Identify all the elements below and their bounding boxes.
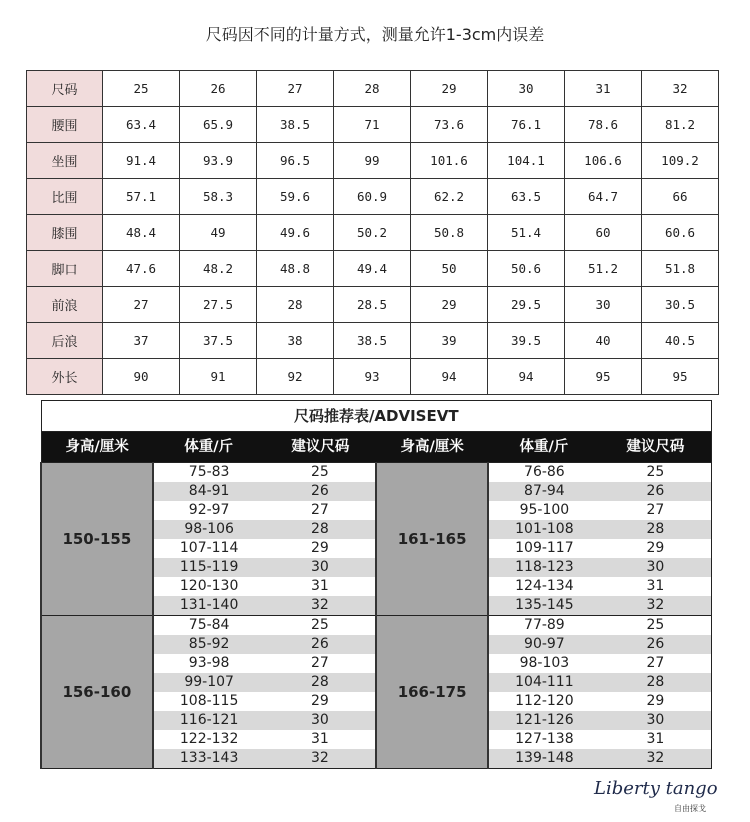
- weight-range-cell: 120-130: [179, 578, 239, 594]
- weight-range-cell: 98-106: [153, 520, 265, 539]
- recommended-size-cell: 31: [310, 731, 329, 747]
- watermark-sub: 自由探戈: [674, 804, 706, 813]
- height-range-cell: 161-165: [376, 463, 488, 616]
- brand-watermark: [590, 776, 750, 822]
- recommended-size-cell: 28: [265, 520, 377, 539]
- table-cell: 28: [257, 287, 334, 323]
- recommended-size-cell: 26: [600, 482, 712, 501]
- weight-range-cell: 131-140: [153, 596, 265, 616]
- weight-range-cell: 101-108: [488, 520, 600, 539]
- table-cell: 62.2: [411, 179, 488, 215]
- table-cell: 28: [334, 71, 411, 107]
- table-row: [27, 287, 719, 323]
- row-label: 后浪: [27, 323, 103, 359]
- weight-range-cell: 112-120: [515, 693, 574, 709]
- table-row: [41, 463, 712, 483]
- weight-range-cell: 77-89: [488, 616, 600, 636]
- table-cell: 51.8: [642, 251, 719, 287]
- recommended-size-cell: 29: [310, 540, 329, 556]
- row-label: 膝围: [27, 215, 103, 251]
- header-weight: 体重/斤: [153, 432, 265, 463]
- table-cell: 95: [565, 359, 642, 395]
- header-weight: 体重/斤: [488, 432, 600, 463]
- table-cell: 27.5: [180, 287, 257, 323]
- weight-range-cell: 115-119: [153, 558, 265, 577]
- row-label: 比围: [27, 179, 103, 215]
- table-cell: 38.5: [257, 107, 334, 143]
- table-cell: 37.5: [180, 323, 257, 359]
- table-cell: 47.6: [103, 251, 180, 287]
- recommended-size-cell: 32: [600, 596, 712, 616]
- table-cell: 39: [411, 323, 488, 359]
- table-cell: 40.5: [642, 323, 719, 359]
- table-cell: 40: [565, 323, 642, 359]
- table-cell: 59.6: [257, 179, 334, 215]
- header-size: 建议尺码: [600, 432, 712, 463]
- table-cell: 94: [488, 359, 565, 395]
- recommended-size-cell: 31: [310, 578, 329, 594]
- weight-range-cell: 118-123: [488, 558, 600, 577]
- weight-range-cell: 104-111: [488, 673, 600, 692]
- recommended-size-cell: 32: [265, 749, 377, 769]
- table-cell: 49.4: [334, 251, 411, 287]
- recommended-size-cell: 32: [265, 596, 377, 616]
- height-range-cell: 156-160: [41, 616, 153, 769]
- recommended-size-cell: 32: [600, 749, 712, 769]
- weight-range-cell: 133-143: [153, 749, 265, 769]
- table-row: [41, 616, 712, 636]
- table-row: [27, 107, 719, 143]
- table-cell: 109.2: [642, 143, 719, 179]
- row-label: 尺码: [27, 71, 103, 107]
- recommended-size-cell: 27: [646, 655, 665, 671]
- recommended-size-cell: 25: [265, 616, 377, 636]
- recommended-size-cell: 25: [265, 463, 377, 483]
- table-cell: 63.5: [488, 179, 565, 215]
- header-height: 身高/厘米: [41, 432, 153, 463]
- recommended-size-cell: 25: [600, 616, 712, 636]
- table-cell: 51.2: [565, 251, 642, 287]
- recommended-size-cell: 26: [265, 635, 377, 654]
- table-cell: 95: [642, 359, 719, 395]
- table-cell: 92: [257, 359, 334, 395]
- table-row: [27, 143, 719, 179]
- weight-range-cell: 124-134: [515, 578, 574, 594]
- table-cell: 58.3: [180, 179, 257, 215]
- weight-range-cell: 109-117: [515, 540, 574, 556]
- height-range-cell: 166-175: [376, 616, 488, 769]
- table-cell: 60: [565, 215, 642, 251]
- size-advice-table: [40, 400, 712, 769]
- table-cell: 29.5: [488, 287, 565, 323]
- advice-header-row: [41, 432, 712, 463]
- table-cell: 30: [488, 71, 565, 107]
- table-row: [27, 323, 719, 359]
- weight-range-cell: 93-98: [188, 655, 230, 671]
- table-cell: 48.2: [180, 251, 257, 287]
- table-cell: 60.6: [642, 215, 719, 251]
- table-cell: 64.7: [565, 179, 642, 215]
- table-cell: 73.6: [411, 107, 488, 143]
- recommended-size-cell: 29: [646, 540, 665, 556]
- recommended-size-cell: 31: [646, 731, 665, 747]
- table-cell: 37: [103, 323, 180, 359]
- weight-range-cell: 87-94: [488, 482, 600, 501]
- weight-range-cell: 135-145: [488, 596, 600, 616]
- table-cell: 38.5: [334, 323, 411, 359]
- weight-range-cell: 122-132: [179, 731, 239, 747]
- row-label: 坐围: [27, 143, 103, 179]
- table-cell: 28.5: [334, 287, 411, 323]
- table-cell: 60.9: [334, 179, 411, 215]
- table-cell: 106.6: [565, 143, 642, 179]
- table-cell: 66: [642, 179, 719, 215]
- weight-range-cell: 116-121: [153, 711, 265, 730]
- table-row: [27, 359, 719, 395]
- weight-range-cell: 95-100: [519, 502, 570, 518]
- table-cell: 93.9: [180, 143, 257, 179]
- weight-range-cell: 85-92: [153, 635, 265, 654]
- weight-range-cell: 84-91: [153, 482, 265, 501]
- recommended-size-cell: 28: [600, 520, 712, 539]
- recommended-size-cell: 27: [310, 502, 329, 518]
- table-cell: 30: [565, 287, 642, 323]
- table-cell: 78.6: [565, 107, 642, 143]
- table-cell: 94: [411, 359, 488, 395]
- recommended-size-cell: 29: [310, 693, 329, 709]
- recommended-size-cell: 31: [646, 578, 665, 594]
- table-row: [27, 71, 719, 107]
- table-cell: 38: [257, 323, 334, 359]
- recommended-size-cell: 27: [310, 655, 329, 671]
- table-row: [27, 251, 719, 287]
- table-cell: 26: [180, 71, 257, 107]
- watermark-brand: Liberty tango: [594, 778, 718, 799]
- table-cell: 31: [565, 71, 642, 107]
- weight-range-cell: 99-107: [153, 673, 265, 692]
- table-cell: 39.5: [488, 323, 565, 359]
- table-cell: 104.1: [488, 143, 565, 179]
- weight-range-cell: 92-97: [188, 502, 230, 518]
- table-cell: 49.6: [257, 215, 334, 251]
- row-label: 外长: [27, 359, 103, 395]
- row-label: 前浪: [27, 287, 103, 323]
- table-cell: 93: [334, 359, 411, 395]
- row-label: 腰围: [27, 107, 103, 143]
- recommended-size-cell: 27: [646, 502, 665, 518]
- height-range-cell: 150-155: [41, 463, 153, 616]
- row-label: 脚口: [27, 251, 103, 287]
- weight-range-cell: 107-114: [179, 540, 239, 556]
- table-cell: 96.5: [257, 143, 334, 179]
- weight-range-cell: 121-126: [488, 711, 600, 730]
- table-cell: 29: [411, 287, 488, 323]
- table-cell: 25: [103, 71, 180, 107]
- table-cell: 27: [103, 287, 180, 323]
- recommended-size-cell: 29: [646, 693, 665, 709]
- table-cell: 27: [257, 71, 334, 107]
- table-cell: 91.4: [103, 143, 180, 179]
- table-row: [27, 215, 719, 251]
- table-cell: 51.4: [488, 215, 565, 251]
- recommended-size-cell: 26: [265, 482, 377, 501]
- table-cell: 30.5: [642, 287, 719, 323]
- weight-range-cell: 108-115: [179, 693, 239, 709]
- table-cell: 81.2: [642, 107, 719, 143]
- weight-range-cell: 127-138: [515, 731, 574, 747]
- header-size: 建议尺码: [265, 432, 377, 463]
- recommended-size-cell: 30: [600, 558, 712, 577]
- table-cell: 90: [103, 359, 180, 395]
- page-title: 尺码因不同的计量方式，测量允许1-3cm内误差: [205, 25, 545, 44]
- header-height: 身高/厘米: [376, 432, 488, 463]
- table-cell: 65.9: [180, 107, 257, 143]
- measurement-table: [26, 70, 719, 395]
- table-cell: 71: [334, 107, 411, 143]
- recommended-size-cell: 25: [600, 463, 712, 483]
- table-cell: 50.8: [411, 215, 488, 251]
- recommended-size-cell: 30: [265, 711, 377, 730]
- weight-range-cell: 98-103: [519, 655, 570, 671]
- advice-table-caption: 尺码推荐表/ADVISEVT: [41, 401, 712, 432]
- table-cell: 49: [180, 215, 257, 251]
- weight-range-cell: 75-83: [153, 463, 265, 483]
- table-cell: 99: [334, 143, 411, 179]
- table-cell: 63.4: [103, 107, 180, 143]
- weight-range-cell: 139-148: [488, 749, 600, 769]
- weight-range-cell: 90-97: [488, 635, 600, 654]
- table-cell: 48.8: [257, 251, 334, 287]
- recommended-size-cell: 26: [600, 635, 712, 654]
- table-cell: 50.6: [488, 251, 565, 287]
- table-cell: 76.1: [488, 107, 565, 143]
- table-cell: 48.4: [103, 215, 180, 251]
- recommended-size-cell: 30: [265, 558, 377, 577]
- recommended-size-cell: 28: [265, 673, 377, 692]
- recommended-size-cell: 30: [600, 711, 712, 730]
- table-cell: 50: [411, 251, 488, 287]
- recommended-size-cell: 28: [600, 673, 712, 692]
- table-row: [27, 179, 719, 215]
- table-cell: 101.6: [411, 143, 488, 179]
- table-cell: 32: [642, 71, 719, 107]
- table-cell: 29: [411, 71, 488, 107]
- table-cell: 57.1: [103, 179, 180, 215]
- table-cell: 91: [180, 359, 257, 395]
- weight-range-cell: 76-86: [488, 463, 600, 483]
- weight-range-cell: 75-84: [153, 616, 265, 636]
- table-cell: 50.2: [334, 215, 411, 251]
